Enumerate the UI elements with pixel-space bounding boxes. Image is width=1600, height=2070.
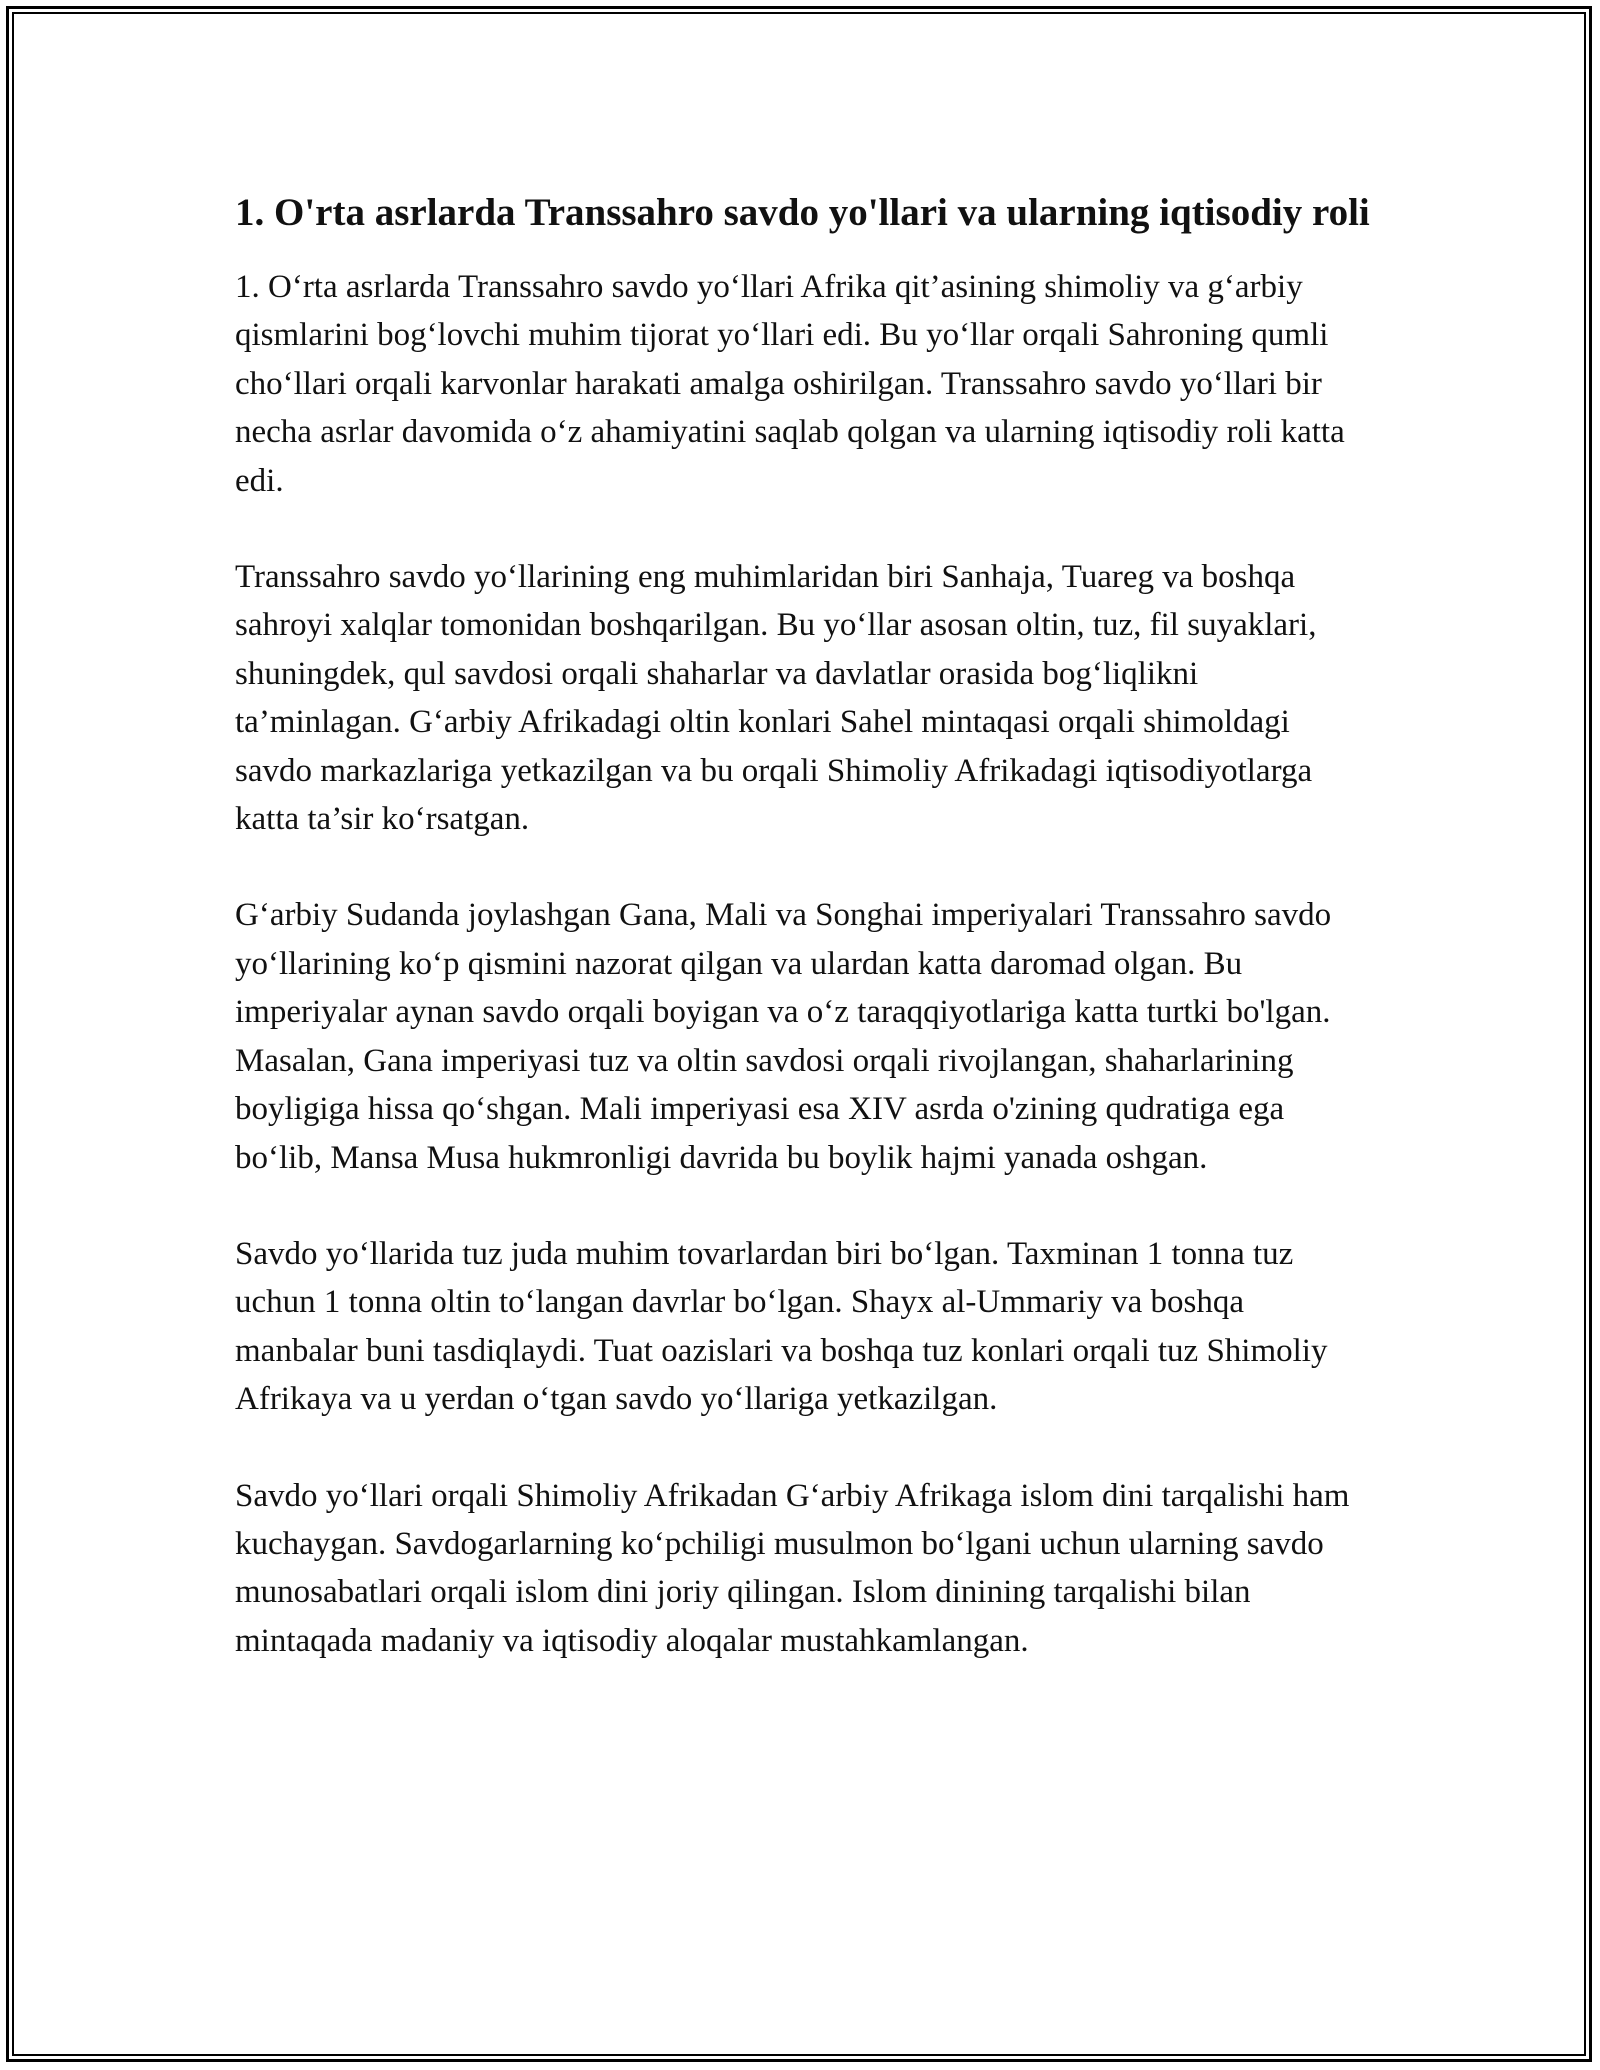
- paragraph-5: Savdo yo‘llari orqali Shimoliy Afrikadan G‘arbiy Afrikaga islom dini tarqalishi ham kuchaygan. Savdogarlarning ko‘pchiligi musulmon bo‘lgani uchun ularning savdo munosabatlari orqali islom dini joriy qilingan. Islom dinining tarqalishi bilan mintaqada madaniy va iqtisodiy aloqalar mustahkamlangan.: [235, 1477, 1350, 1659]
- paragraph-2: Transsahro savdo yo‘llarining eng muhimlaridan biri Sanhaja, Tuareg va boshqa sahroyi xalqlar tomonidan boshqarilgan. Bu yo‘llar asosan oltin, tuz, fil suyaklari, shuningdek, qul savdosi orqali shaharlar va davlatlar orasida bog‘liqlikni ta’minlagan. G‘arbiy Afrikadagi oltin konlari Sahel mintaqasi orqali shimoldagi savdo markazlariga yetkazilgan va bu orqali Shimoliy Afrikadagi iqtisodiyotlarga katta ta’sir ko‘rsatgan.: [235, 559, 1317, 838]
- document-title: 1. O'rta asrlarda Transsahro savdo yo'llari va ularning iqtisodiy roli: [235, 191, 1370, 234]
- document-page: [235, 185, 1370, 1713]
- paragraph-3: G‘arbiy Sudanda joylashgan Gana, Mali va Songhai imperiyalari Transsahro savdo yo‘llarining ko‘p qismini nazorat qilgan va ulardan katta daromad olgan. Bu imperiyalar aynan savdo orqali boyigan va o‘z taraqqiyotlariga katta turtki bo'lgan. Masalan, Gana imperiyasi tuz va oltin savdosi orqali rivojlangan, shaharlarining boyligiga hissa qo‘shgan. Mali imperiyasi esa XIV asrda o'zining qudratiga ega bo‘lib, Mansa Musa hukmronligi davrida bu boylik hajmi yanada oshgan.: [235, 897, 1332, 1176]
- paragraph-4: Savdo yo‘llarida tuz juda muhim tovarlardan biri bo‘lgan. Taxminan 1 tonna tuz uchun 1 tonna oltin to‘langan davrlar bo‘lgan. Shayx al-Ummariy va boshqa manbalar buni tasdiqlaydi. Tuat oazislari va boshqa tuz konlari orqali tuz Shimoliy Afrikaya va u yerdan o‘tgan savdo yo‘llariga yetkazilgan.: [235, 1235, 1328, 1418]
- paragraph-1: 1. O‘rta asrlarda Transsahro savdo yo‘llari Afrika qit’asining shimoliy va g‘arbiy qismlarini bog‘lovchi muhim tijorat yo‘llari edi. Bu yo‘llar orqali Sahroning qumli cho‘llari orqali karvonlar harakati amalga oshirilgan. Transsahro savdo yo‘llari bir necha asrlar davomida o‘z ahamiyatini saqlab qolgan va ularning iqtisodiy roli katta edi.: [235, 269, 1345, 499]
